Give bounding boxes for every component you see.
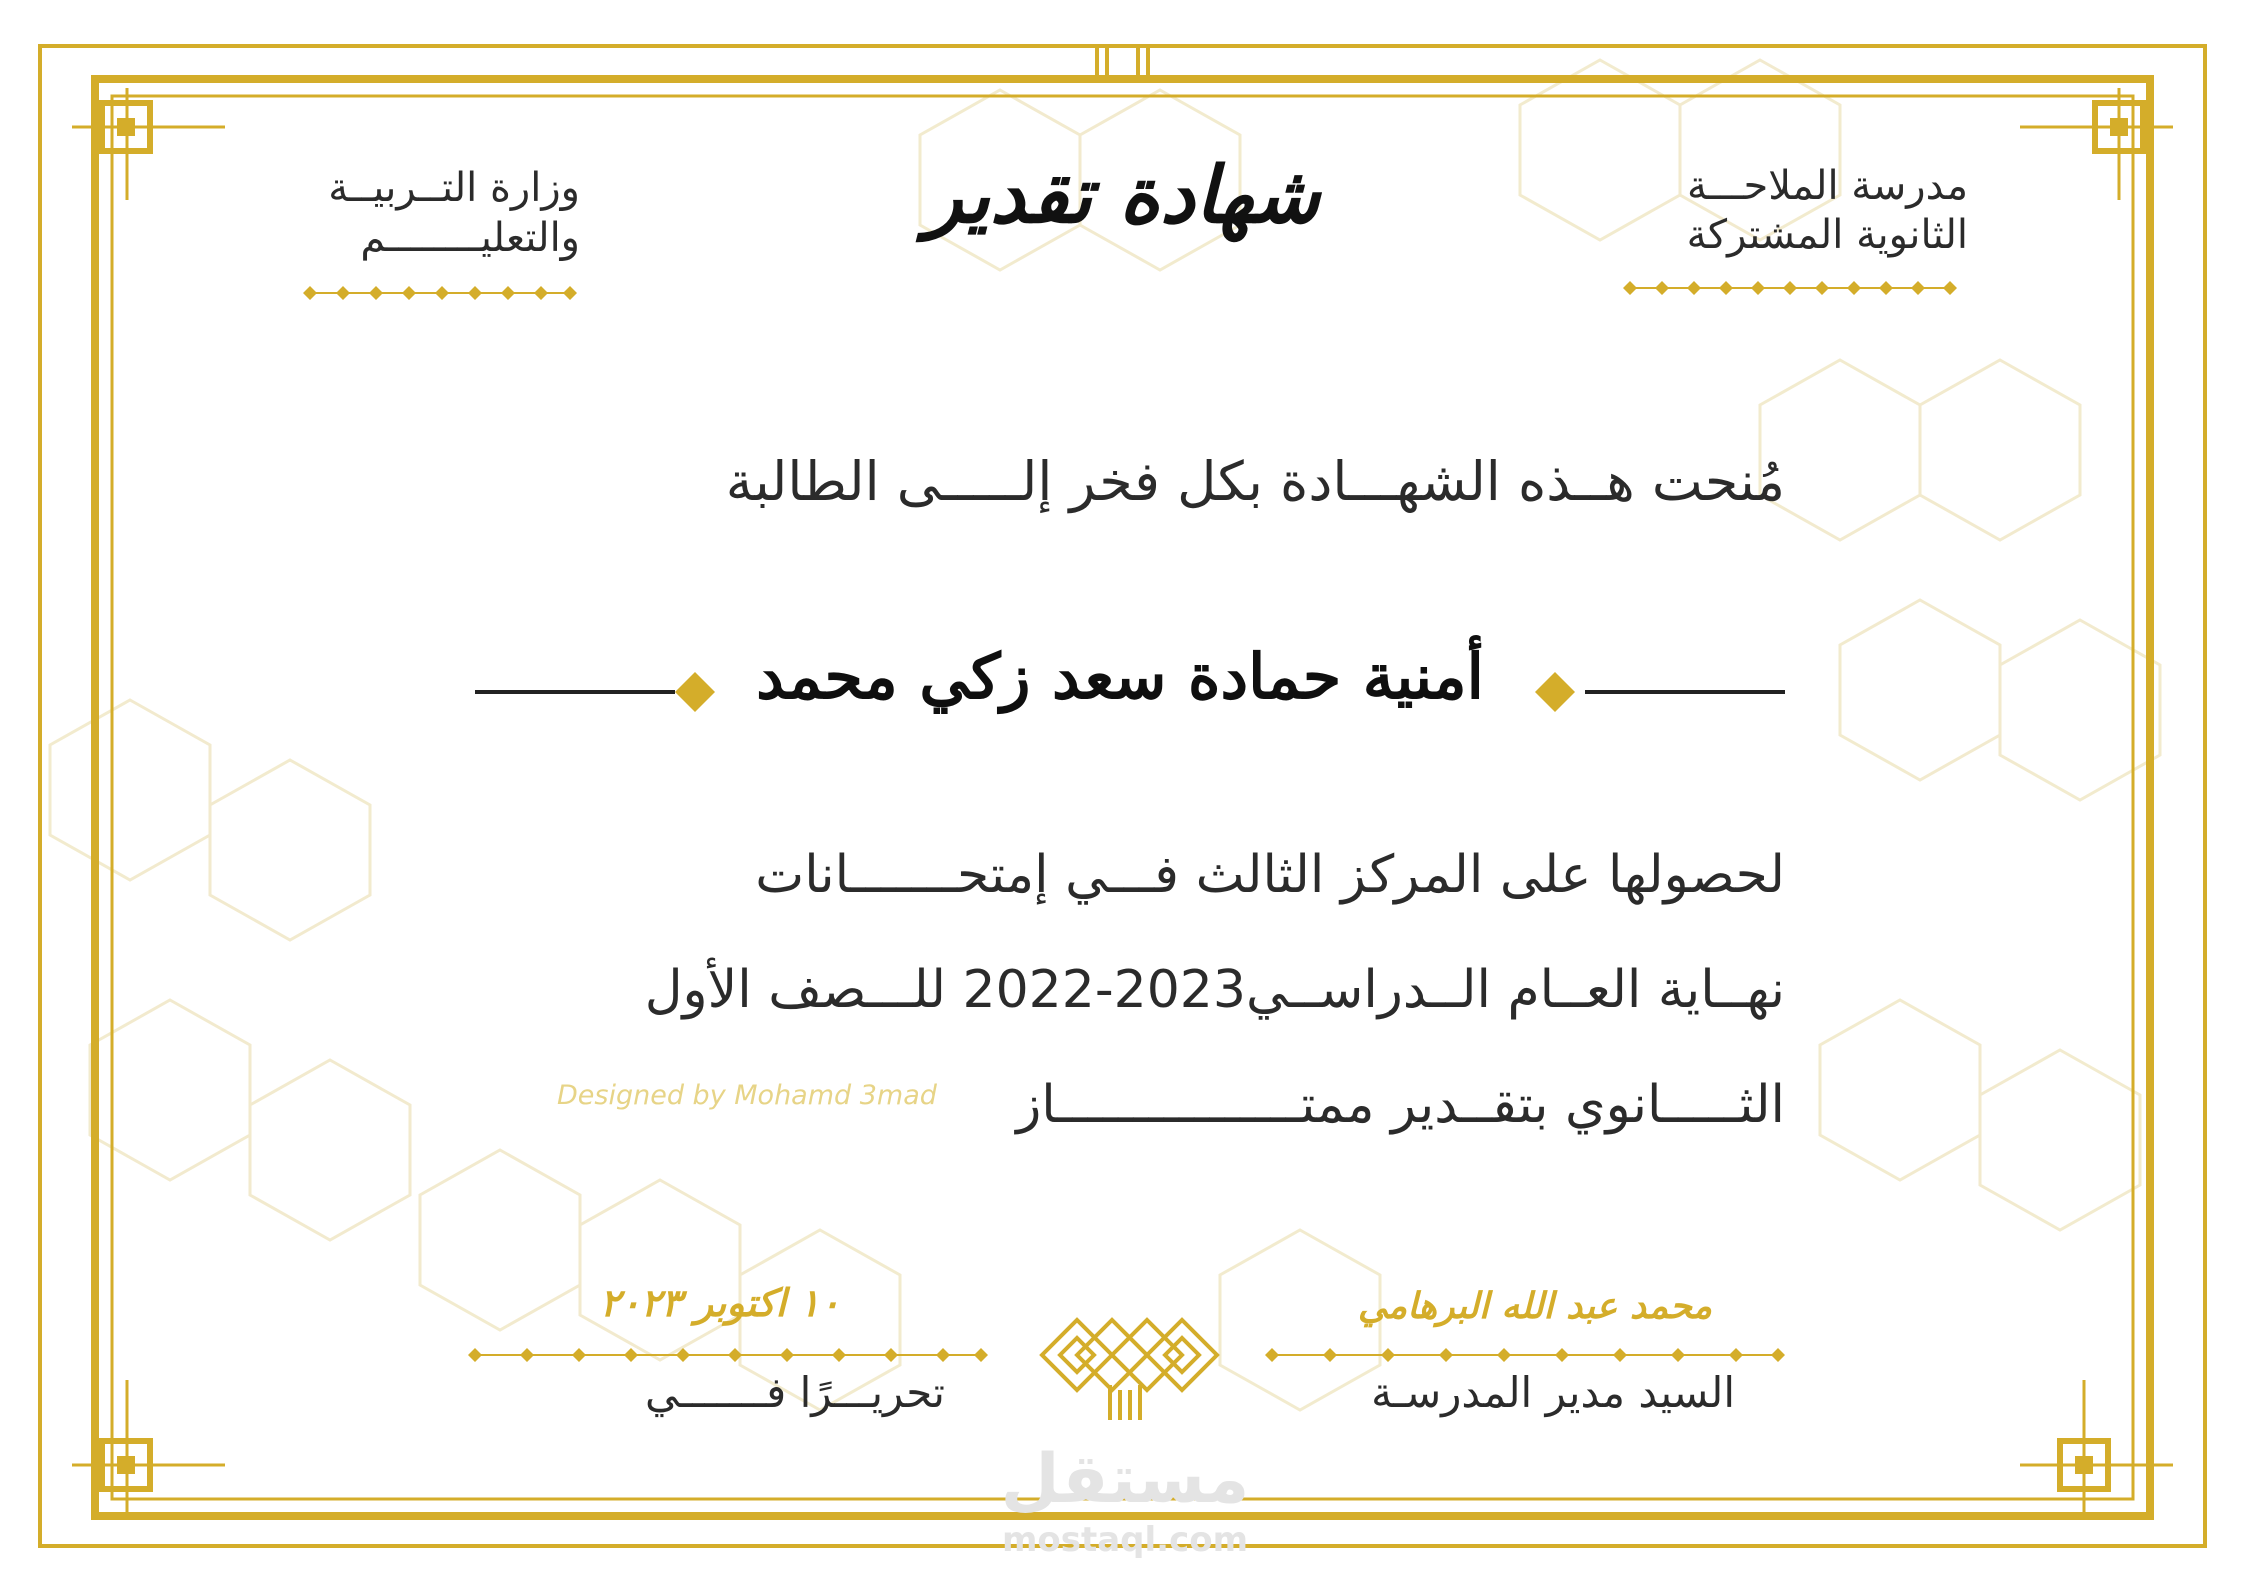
ministry-line1: وزارة التــربيــة <box>328 165 580 211</box>
date-value: ١٠ اكتوبر ٢٠٢٣ <box>599 1280 841 1325</box>
principal-divider <box>1265 1348 1785 1362</box>
inner-frame-line <box>112 96 2133 1499</box>
designer-credit: Designed by Mohamd 3mad <box>557 1080 937 1111</box>
body-line-1: لحصولها على المركز الثالث فـــي إمتحـــــــانات <box>755 845 1785 905</box>
ministry-header-divider <box>303 286 577 300</box>
principal-signature: محمد عبد الله البرهامي <box>1357 1285 1713 1327</box>
top-center-tab <box>1097 46 1148 79</box>
school-name-line1: مدرسة الملاحـــة <box>1686 163 1968 209</box>
body-line-2: نهــاية العــام الــدراســي2023-2022 للـــصف الأول <box>644 960 1785 1020</box>
outer-frame <box>40 46 2205 1546</box>
school-name-line2: الثانوية المشتركة <box>1686 212 1968 258</box>
ministry-line2: والتعليــــــــم <box>360 215 580 261</box>
inner-frame <box>95 79 2150 1516</box>
date-label: تحريـــرًا فـــــــي <box>645 1368 945 1417</box>
principal-label: السيد مدير المدرسـة <box>1371 1368 1735 1417</box>
background-pattern <box>50 60 2160 1410</box>
certificate-title: شهادة تقدير <box>925 150 1320 241</box>
body-line-3: الثـــــانوي بتقــدير ممتــــــــــــــــاز <box>1016 1075 1785 1135</box>
school-header-divider <box>1623 281 1957 295</box>
date-divider <box>468 1348 988 1362</box>
student-name: أمنية حمادة سعد زكي محمد <box>756 640 1484 713</box>
knot-ornament <box>1042 1320 1217 1420</box>
watermark-logo: مستقل <box>1000 1440 1250 1519</box>
intro-line: مُنحت هــذه الشهـــادة بكل فخر إلـــــى الطالبة <box>725 450 1785 513</box>
watermark-site: mostaql.com <box>1001 1520 1249 1560</box>
